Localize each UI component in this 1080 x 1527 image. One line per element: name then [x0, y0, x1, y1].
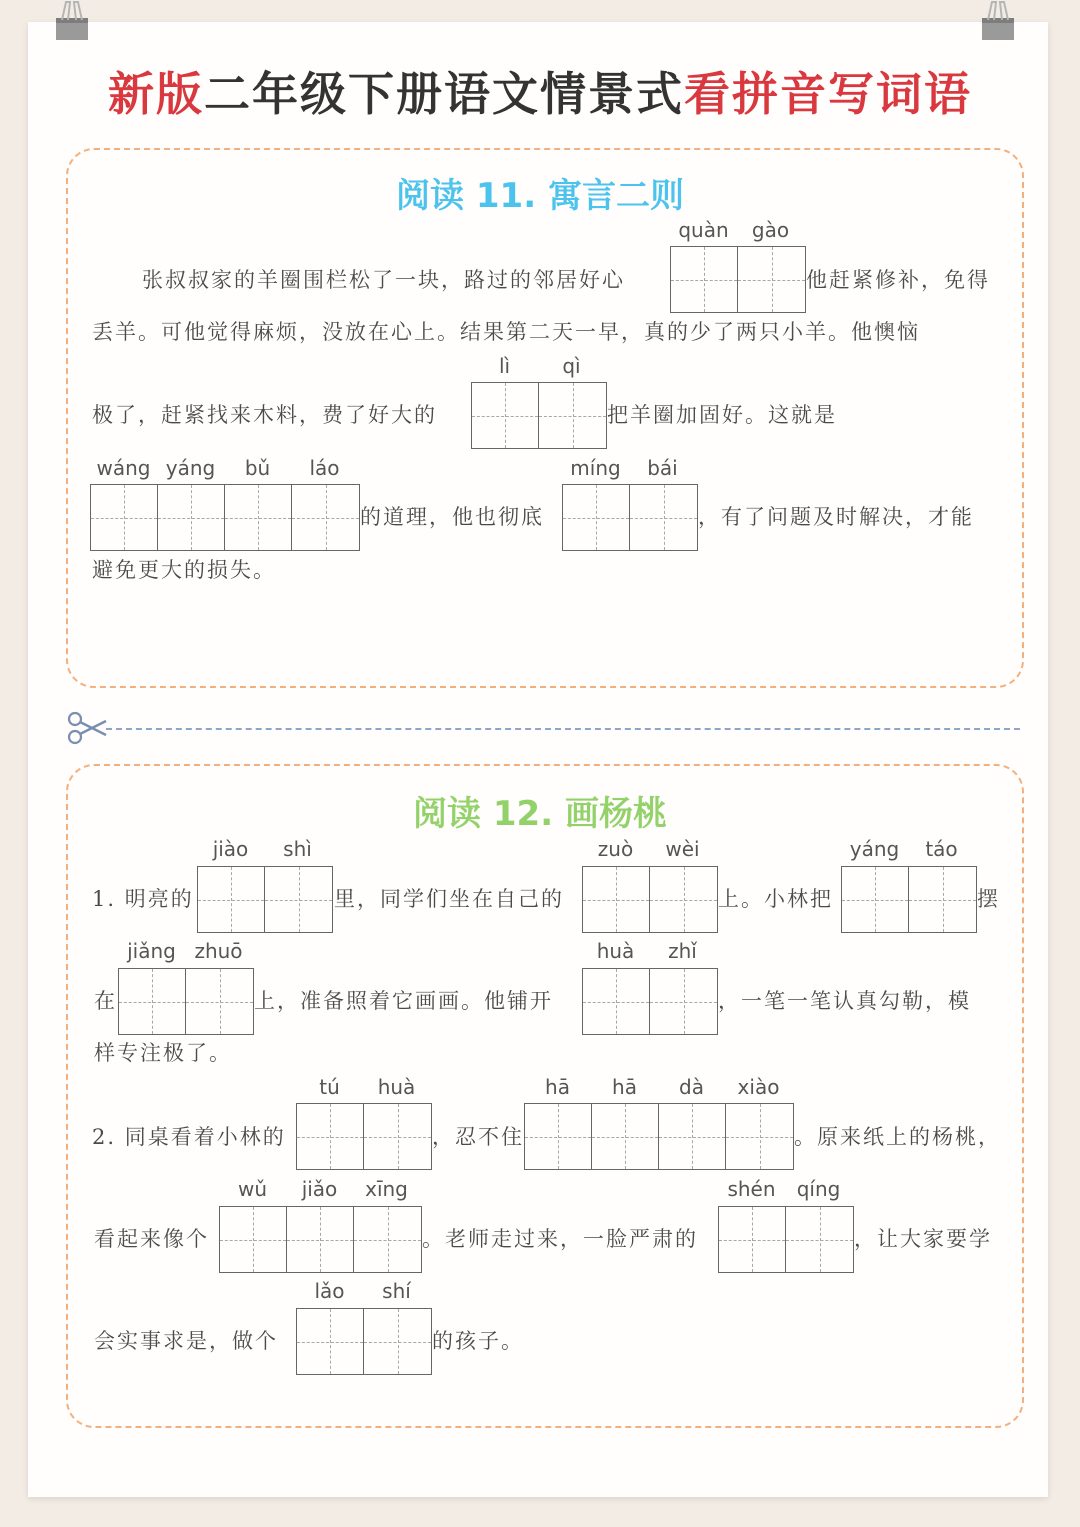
- pinyin: xīng: [365, 1177, 408, 1201]
- writing-cell[interactable]: [659, 1104, 726, 1169]
- pinyin: quàn: [678, 218, 729, 242]
- r12-p2-line3-text-a: 会实事求是，做个: [94, 1329, 278, 1353]
- writing-cell[interactable]: [265, 867, 332, 932]
- pinyin: qíng: [796, 1177, 841, 1201]
- r12-p1-line1-text-d: 摆: [977, 887, 1000, 911]
- writing-cell[interactable]: [592, 1104, 659, 1169]
- r12-p2-line1-text-a: 2. 同桌看着小林的: [92, 1125, 286, 1149]
- pinyin: gào: [751, 218, 790, 242]
- reading-12-heading: 阅读 12. 画杨桃: [413, 794, 667, 834]
- pinyin: shì: [283, 837, 312, 861]
- writing-cell[interactable]: [364, 1309, 431, 1374]
- pinyin: hā: [545, 1075, 570, 1099]
- r12-p2-line2-text-c: ，让大家要学: [854, 1227, 992, 1251]
- pinyin: huà: [377, 1075, 416, 1099]
- pinyin: míng: [570, 456, 621, 480]
- pinyin: huà: [596, 939, 635, 963]
- writing-grid-lao-shi[interactable]: [296, 1308, 432, 1375]
- pinyin: táo: [925, 837, 958, 861]
- pinyin: jiǎng: [127, 939, 176, 963]
- writing-cell[interactable]: [186, 969, 253, 1034]
- writing-cell[interactable]: [539, 383, 606, 448]
- binder-clip-icon: [52, 0, 92, 44]
- writing-cell[interactable]: [225, 485, 292, 550]
- title-part-1: 新版: [108, 67, 204, 121]
- writing-cell[interactable]: [287, 1207, 354, 1272]
- r11-line4-text-a: 的道理，他也彻底: [360, 505, 544, 529]
- writing-grid-tu-hua[interactable]: [296, 1103, 432, 1170]
- writing-cell[interactable]: [297, 1309, 364, 1374]
- r11-line1-text-b: 他赶紧修补，免得: [806, 268, 990, 292]
- writing-cell[interactable]: [583, 969, 650, 1034]
- r12-p1-line1-text-a: 1. 明亮的: [92, 887, 194, 911]
- binder-clip-icon: [978, 0, 1018, 44]
- title-part-2: 二年级下册语文情景式: [204, 67, 684, 121]
- writing-cell[interactable]: [650, 867, 717, 932]
- scissors-icon: [66, 710, 108, 746]
- r12-p2-line2-text-b: 。老师走过来，一脸严肃的: [422, 1227, 698, 1251]
- writing-grid-zuo-wei[interactable]: [582, 866, 718, 933]
- writing-cell[interactable]: [583, 867, 650, 932]
- writing-cell[interactable]: [158, 485, 225, 550]
- writing-cell[interactable]: [364, 1104, 431, 1169]
- pinyin: shí: [382, 1279, 411, 1303]
- pinyin: bǔ: [244, 456, 271, 480]
- writing-grid-ha-ha-da-xiao[interactable]: [524, 1103, 794, 1170]
- pinyin: lì: [498, 354, 511, 378]
- writing-cell[interactable]: [525, 1104, 592, 1169]
- writing-cell[interactable]: [472, 383, 539, 448]
- r11-line3-text-a: 极了，赶紧找来木料，费了好大的: [92, 403, 437, 427]
- writing-cell[interactable]: [220, 1207, 287, 1272]
- writing-cell[interactable]: [719, 1207, 786, 1272]
- writing-cell[interactable]: [297, 1104, 364, 1169]
- pinyin: zuò: [597, 837, 634, 861]
- writing-cell[interactable]: [726, 1104, 793, 1169]
- reading-11-heading: 阅读 11. 寓言二则: [396, 176, 684, 216]
- writing-cell[interactable]: [671, 247, 738, 312]
- r12-p1-line1-text-c: 上。小林把: [718, 887, 833, 911]
- page-title: [0, 58, 1080, 124]
- pinyin: wǔ: [237, 1177, 268, 1201]
- writing-cell[interactable]: [354, 1207, 421, 1272]
- writing-cell[interactable]: [198, 867, 265, 932]
- writing-cell[interactable]: [650, 969, 717, 1034]
- writing-grid-li-qi[interactable]: [471, 382, 607, 449]
- pinyin: yáng: [165, 456, 216, 480]
- pinyin: xiào: [737, 1075, 780, 1099]
- writing-cell[interactable]: [786, 1207, 853, 1272]
- r12-p2-line1-text-b: ，忍不住: [432, 1125, 524, 1149]
- r11-line1-text-a: 张叔叔家的羊圈围栏松了一块，路过的邻居好心: [142, 268, 625, 292]
- writing-cell[interactable]: [909, 867, 976, 932]
- pinyin: láo: [309, 456, 340, 480]
- writing-grid-quan-gao[interactable]: [670, 246, 806, 313]
- r11-line4-text-b: ，有了问题及时解决，才能: [698, 505, 974, 529]
- writing-grid-ming-bai[interactable]: [562, 484, 698, 551]
- writing-grid-yang-tao[interactable]: [841, 866, 977, 933]
- writing-cell[interactable]: [630, 485, 697, 550]
- writing-grid-wang-yang-bu-lao[interactable]: [90, 484, 360, 551]
- r12-p1-line3-text: 样专注极了。: [94, 1041, 232, 1065]
- writing-cell[interactable]: [738, 247, 805, 312]
- writing-cell[interactable]: [91, 485, 158, 550]
- r12-p2-line3-text-b: 的孩子。: [432, 1329, 524, 1353]
- pinyin: zhǐ: [668, 939, 697, 963]
- pinyin: bái: [647, 456, 678, 480]
- writing-cell[interactable]: [292, 485, 359, 550]
- pinyin: jiǎo: [301, 1177, 338, 1201]
- r12-p1-line2-text-a: 在: [94, 989, 117, 1013]
- pinyin: jiào: [212, 837, 249, 861]
- pinyin: lǎo: [314, 1279, 345, 1303]
- r12-p1-line1-text-b: 里，同学们坐在自己的: [334, 887, 564, 911]
- pinyin: yáng: [849, 837, 900, 861]
- r12-p2-line2-text-a: 看起来像个: [94, 1227, 209, 1251]
- pinyin: zhuō: [194, 939, 243, 963]
- cut-line: [106, 728, 1020, 730]
- pinyin: dà: [679, 1075, 704, 1099]
- writing-grid-jiang-zhuo[interactable]: [118, 968, 254, 1035]
- pinyin: qì: [562, 354, 581, 378]
- r12-p1-line2-text-c: ，一笔一笔认真勾勒，模: [718, 989, 971, 1013]
- pinyin: wèi: [665, 837, 700, 861]
- r12-p2-line1-text-c: 。原来纸上的杨桃，: [794, 1125, 1001, 1149]
- r11-line3-text-b: 把羊圈加固好。这就是: [607, 403, 837, 427]
- pinyin: wáng: [96, 456, 151, 480]
- writing-grid-shen-qing[interactable]: [718, 1206, 854, 1273]
- pinyin: tú: [319, 1075, 340, 1099]
- writing-grid-jiao-shi[interactable]: [197, 866, 333, 933]
- r11-line5-text: 避免更大的损失。: [92, 558, 276, 582]
- title-part-3: 看拼音写词语: [684, 67, 972, 121]
- writing-cell[interactable]: [119, 969, 186, 1034]
- writing-cell[interactable]: [842, 867, 909, 932]
- writing-grid-hua-zhi[interactable]: [582, 968, 718, 1035]
- pinyin: shén: [727, 1177, 776, 1201]
- r12-p1-line2-text-b: 上，准备照着它画画。他铺开: [254, 989, 553, 1013]
- pinyin: hā: [612, 1075, 637, 1099]
- writing-grid-wu-jiao-xing[interactable]: [219, 1206, 422, 1273]
- r11-line2-text: 丢羊。可他觉得麻烦，没放在心上。结果第二天一早，真的少了两只小羊。他懊恼: [92, 320, 920, 344]
- writing-cell[interactable]: [563, 485, 630, 550]
